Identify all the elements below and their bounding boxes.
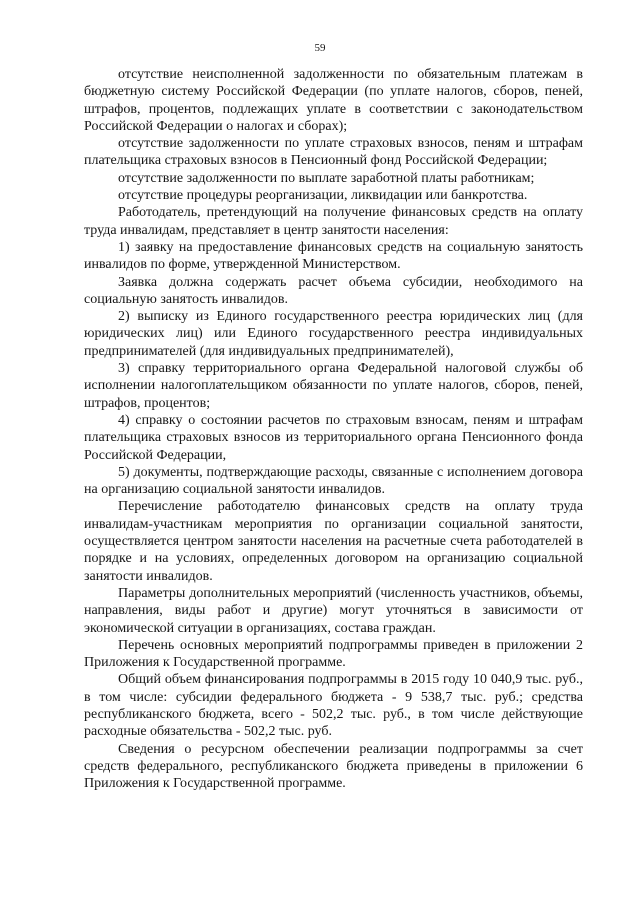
list-item-1-application: 1) заявку на предоставление финансовых средств на социальную занятость инвалидов по форме, утвержденной Министерством. xyxy=(84,239,583,273)
paragraph-no-pension-debt: отсутствие задолженности по уплате страховых взносов, пеням и штрафам плательщика страховых взносов в Пенсионный фонд Российской Федерации; xyxy=(84,136,583,169)
list-item-2-registry-extract: 2) выписку из Единого государственного реестра юридических лиц (для юридических лиц) или Единого государственного реестра индивидуальных предпринимателей (для индивидуальных предпринимателей), xyxy=(84,309,583,359)
paragraph-no-tax-debt: отсутствие неисполненной задолженности по обязательным платежам в бюджетную систему Российской Федерации (по уплате налогов, сборов, пеней, штрафов, процентов, подлежащих уплате в соответствии с законодательством Российской Федерации о налогах и сборах); xyxy=(84,67,583,134)
paragraph-no-reorganization: отсутствие процедуры реорганизации, ликвидации или банкротства. xyxy=(118,188,528,204)
page-number: 59 xyxy=(314,42,326,54)
list-item-4-pension-certificate: 4) справку о состоянии расчетов по страховым взносам, пеням и штрафам плательщика страховых взносов из территориального органа Пенсионного фонда Российской Федерации, xyxy=(84,412,583,463)
paragraph-measures-list: Перечень основных мероприятий подпрограммы приведен в приложении 2 Приложения к Государственной программе. xyxy=(84,637,583,671)
paragraph-no-wage-arrears: отсутствие задолженности по выплате заработной платы работникам; xyxy=(118,170,535,186)
paragraph-additional-parameters: Параметры дополнительных мероприятий (численность участников, объемы, направления, виды работ и другие) могут уточняться в зависимости от экономической ситуации в организациях, состава граждан. xyxy=(84,585,583,636)
paragraph-resource-support: Сведения о ресурсном обеспечении реализации подпрограммы за счет средств федерального, республиканского бюджета приведены в приложении 6 Приложения к Государственной программе. xyxy=(84,741,583,792)
paragraph-funds-transfer: Перечисление работодателю финансовых средств на оплату труда инвалидам-участникам мероприятия по организации социальной занятости, осуществляется центром занятости населения на расчетные счета работодателей в порядке и на условиях, определенных договором на организацию социальной занятости инвалидов. xyxy=(84,499,583,584)
paragraph-application-content: Заявка должна содержать расчет объема субсидии, необходимого на социальную занятость инвалидов. xyxy=(84,274,583,307)
paragraph-total-funding: Общий объем финансирования подпрограммы в 2015 году 10 040,9 тыс. руб., в том числе: субсидии федерального бюджета - 9 538,7 тыс. руб.; средства республиканского бюджета, всего - 502,2 тыс. руб., в том числе действующие расходные обязательства - 502,2 тыс. руб. xyxy=(84,672,583,740)
document-body xyxy=(84,66,583,792)
paragraph-employer-submits: Работодатель, претендующий на получение финансовых средств на оплату труда инвалидам, представляет в центр занятости населения: xyxy=(84,205,583,238)
list-item-5-expense-documents: 5) документы, подтверждающие расходы, связанные с исполнением договора на организацию социальной занятости инвалидов. xyxy=(84,464,583,498)
list-item-3-tax-certificate: 3) справку территориального органа Федеральной налоговой службы об исполнении налогоплательщиком обязанности по уплате налогов, сборов, пеней, штрафов, процентов; xyxy=(84,361,583,411)
